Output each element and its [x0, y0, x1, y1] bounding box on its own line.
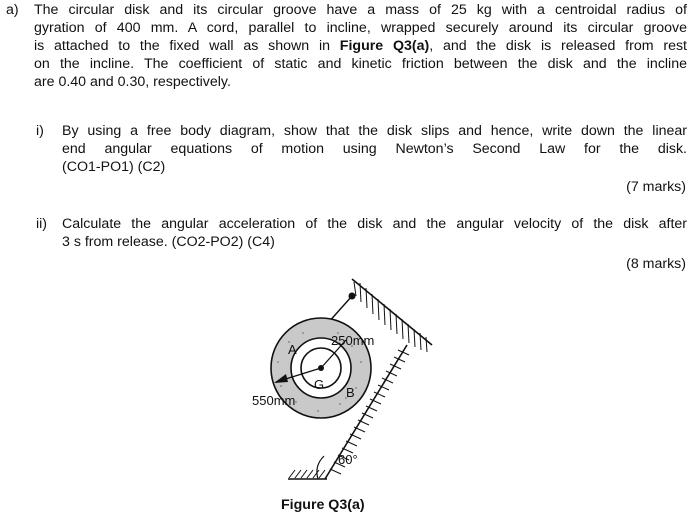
- question-line-4: on the incline. The coefficient of static and kinetic friction between the disk and the incline: [34, 56, 687, 72]
- question-line-1: The circular disk and its circular groove have a mass of 25 kg with a centroidal radius of: [34, 2, 687, 18]
- label-550mm: 550mm: [252, 393, 296, 408]
- part-i-marks: (7 marks): [626, 179, 686, 195]
- label-b: B: [346, 385, 355, 400]
- question-line-5: are 0.40 and 0.30, respectively.: [34, 74, 231, 90]
- question-line-3-end: , and the disk is released from rest: [429, 38, 688, 54]
- part-ii-marks: (8 marks): [626, 256, 686, 272]
- part-i-label: i): [36, 123, 44, 139]
- label-g: G: [314, 377, 325, 392]
- part-ii-line-1: Calculate the angular acceleration of the disk and the angular velocity of the disk after: [62, 216, 687, 232]
- part-ii-label: ii): [36, 216, 48, 232]
- figure-reference: Figure Q3(a): [339, 38, 430, 54]
- label-angle: 60°: [338, 452, 358, 467]
- part-i-line-1: By using a free body diagram, show that the disk slips and hence, write down the linear: [62, 123, 687, 139]
- label-250mm: 250mm: [331, 333, 375, 348]
- cord-anchor: [349, 293, 356, 300]
- label-a: A: [288, 342, 297, 357]
- question-line-2: gyration of 400 mm. A cord, parallel to incline, wrapped securely around its circular groove: [34, 20, 687, 36]
- figure-caption: Figure Q3(a): [281, 497, 365, 513]
- part-ii-line-2: 3 s from release. (CO2-PO2) (C4): [62, 234, 275, 250]
- center-point: [318, 365, 324, 371]
- part-i-line-3: (CO1-PO1) (C2): [62, 159, 166, 175]
- question-line-3-start: is attached to the fixed wall as shown in: [34, 38, 330, 54]
- question-label: a): [6, 2, 19, 18]
- ground-hatching: [289, 470, 325, 478]
- part-i-line-2: end angular equations of motion using Newton’s Second Law for the disk.: [62, 141, 687, 157]
